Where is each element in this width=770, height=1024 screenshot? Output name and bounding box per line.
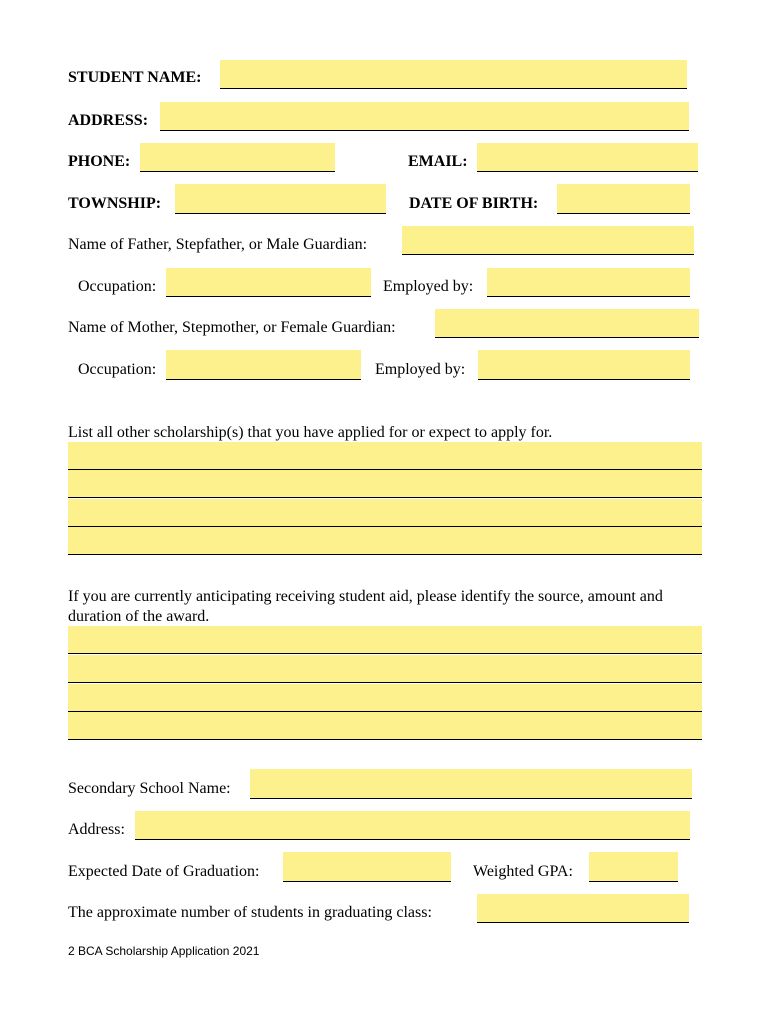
aid-line-1[interactable] bbox=[68, 626, 702, 654]
school-address-label: Address: bbox=[68, 821, 125, 838]
class-size-input[interactable] bbox=[477, 894, 689, 923]
aid-line-4[interactable] bbox=[68, 712, 702, 740]
mother-employer-label: Employed by: bbox=[375, 361, 466, 378]
student-name-label: STUDENT NAME: bbox=[68, 69, 202, 86]
gpa-label: Weighted GPA: bbox=[473, 863, 573, 880]
father-name-input[interactable] bbox=[402, 226, 694, 255]
school-address-input[interactable] bbox=[135, 811, 690, 840]
scholarships-line-3[interactable] bbox=[68, 499, 702, 527]
mother-employer-input[interactable] bbox=[478, 350, 690, 380]
student-aid-prompt: If you are currently anticipating receiving student aid, please identify the source, amount and duration of the award. bbox=[68, 588, 663, 625]
aid-line-3[interactable] bbox=[68, 684, 702, 712]
scholarships-prompt: List all other scholarship(s) that you have applied for or expect to apply for. bbox=[68, 424, 553, 441]
graduation-date-input[interactable] bbox=[283, 852, 451, 882]
email-label: EMAIL: bbox=[408, 153, 468, 170]
gpa-input[interactable] bbox=[589, 852, 678, 882]
scholarships-line-4[interactable] bbox=[68, 527, 702, 555]
email-input[interactable] bbox=[477, 143, 698, 172]
township-label: TOWNSHIP: bbox=[68, 195, 162, 212]
father-employer-label: Employed by: bbox=[383, 278, 474, 295]
graduation-date-label: Expected Date of Graduation: bbox=[68, 863, 260, 880]
aid-line-2[interactable] bbox=[68, 655, 702, 683]
father-occupation-label: Occupation: bbox=[78, 278, 157, 295]
dob-input[interactable] bbox=[557, 184, 690, 214]
scholarships-line-2[interactable] bbox=[68, 470, 702, 498]
township-input[interactable] bbox=[175, 184, 386, 214]
mother-occupation-input[interactable] bbox=[166, 350, 361, 380]
school-name-label: Secondary School Name: bbox=[68, 780, 231, 797]
father-name-label: Name of Father, Stepfather, or Male Guardian: bbox=[68, 236, 368, 253]
page-footer: 2 BCA Scholarship Application 2021 bbox=[68, 944, 260, 958]
mother-name-label: Name of Mother, Stepmother, or Female Guardian: bbox=[68, 319, 396, 336]
mother-name-input[interactable] bbox=[435, 309, 699, 338]
scholarships-line-1[interactable] bbox=[68, 442, 702, 470]
class-size-label: The approximate number of students in graduating class: bbox=[68, 904, 432, 921]
school-name-input[interactable] bbox=[250, 769, 692, 799]
father-occupation-input[interactable] bbox=[166, 268, 371, 297]
phone-label: PHONE: bbox=[68, 153, 131, 170]
father-employer-input[interactable] bbox=[487, 268, 690, 297]
dob-label: DATE OF BIRTH: bbox=[409, 195, 539, 212]
address-label: ADDRESS: bbox=[68, 112, 149, 129]
mother-occupation-label: Occupation: bbox=[78, 361, 157, 378]
student-name-input[interactable] bbox=[220, 60, 687, 89]
address-input[interactable] bbox=[160, 102, 689, 131]
phone-input[interactable] bbox=[140, 143, 335, 172]
